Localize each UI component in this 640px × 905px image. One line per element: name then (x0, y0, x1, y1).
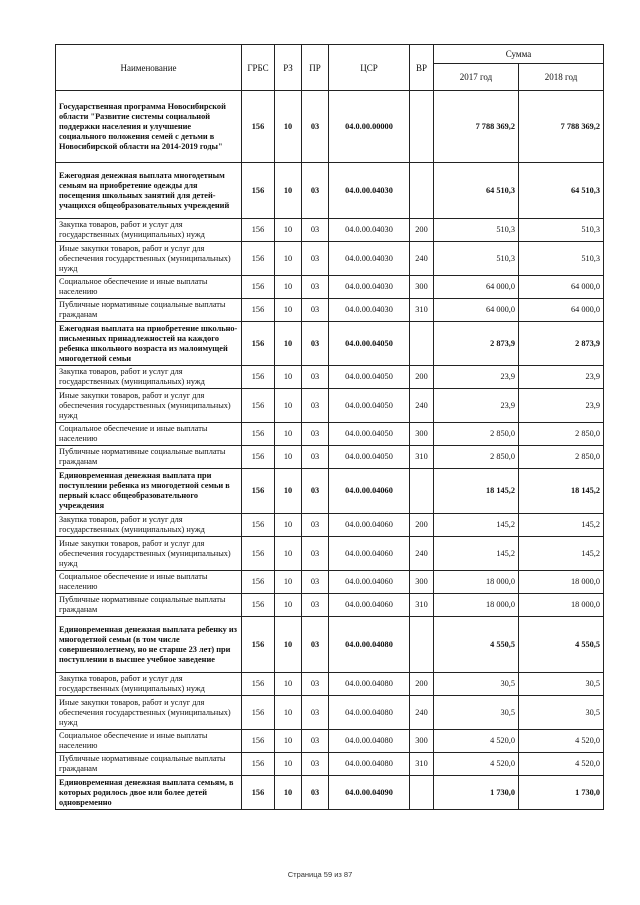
cell-pr: 03 (302, 730, 329, 753)
table-row (56, 366, 604, 389)
cell-grbs: 156 (242, 242, 275, 276)
cell-grbs: 156 (242, 753, 275, 776)
cell-sum-2018: 145,2 (519, 537, 604, 571)
cell-sum-2017: 7 788 369,2 (434, 91, 519, 163)
cell-name: Публичные нормативные социальные выплаты гражданам (56, 753, 242, 776)
cell-rz: 10 (275, 276, 302, 299)
cell-vr: 300 (410, 276, 434, 299)
cell-sum-2018: 1 730,0 (519, 776, 604, 810)
table-row (56, 594, 604, 617)
cell-grbs: 156 (242, 219, 275, 242)
cell-grbs: 156 (242, 322, 275, 366)
cell-csr: 04.0.00.04080 (329, 753, 410, 776)
cell-csr: 04.0.00.04080 (329, 696, 410, 730)
header-csr: ЦСР (329, 45, 410, 91)
cell-name: Социальное обеспечение и иные выплаты населению (56, 276, 242, 299)
cell-name: Социальное обеспечение и иные выплаты населению (56, 730, 242, 753)
cell-vr (410, 322, 434, 366)
cell-csr: 04.0.00.04060 (329, 469, 410, 514)
cell-sum-2017: 23,9 (434, 366, 519, 389)
cell-sum-2017: 1 730,0 (434, 776, 519, 810)
cell-vr: 240 (410, 242, 434, 276)
cell-sum-2017: 18 000,0 (434, 571, 519, 594)
cell-grbs: 156 (242, 617, 275, 673)
cell-sum-2017: 23,9 (434, 389, 519, 423)
cell-vr (410, 617, 434, 673)
cell-csr: 04.0.00.04050 (329, 322, 410, 366)
cell-name: Закупка товаров, работ и услуг для государственных (муниципальных) нужд (56, 219, 242, 242)
cell-pr: 03 (302, 276, 329, 299)
cell-name: Публичные нормативные социальные выплаты гражданам (56, 594, 242, 617)
cell-vr (410, 163, 434, 219)
cell-name: Социальное обеспечение и иные выплаты населению (56, 423, 242, 446)
cell-sum-2018: 30,5 (519, 673, 604, 696)
cell-pr: 03 (302, 673, 329, 696)
cell-sum-2018: 23,9 (519, 366, 604, 389)
cell-pr: 03 (302, 163, 329, 219)
cell-sum-2018: 4 520,0 (519, 730, 604, 753)
table-row (56, 163, 604, 219)
cell-grbs: 156 (242, 423, 275, 446)
cell-pr: 03 (302, 537, 329, 571)
cell-rz: 10 (275, 753, 302, 776)
cell-vr (410, 91, 434, 163)
cell-pr: 03 (302, 753, 329, 776)
cell-csr: 04.0.00.04050 (329, 366, 410, 389)
cell-sum-2018: 64 000,0 (519, 299, 604, 322)
cell-csr: 04.0.00.04080 (329, 617, 410, 673)
cell-vr: 200 (410, 366, 434, 389)
cell-pr: 03 (302, 469, 329, 514)
cell-vr: 200 (410, 219, 434, 242)
cell-rz: 10 (275, 242, 302, 276)
table-row (56, 696, 604, 730)
cell-sum-2017: 4 520,0 (434, 730, 519, 753)
table-row (56, 299, 604, 322)
cell-sum-2017: 64 000,0 (434, 276, 519, 299)
cell-sum-2018: 510,3 (519, 242, 604, 276)
cell-sum-2017: 510,3 (434, 219, 519, 242)
cell-rz: 10 (275, 776, 302, 810)
cell-grbs: 156 (242, 537, 275, 571)
table-row (56, 389, 604, 423)
table-body (56, 91, 604, 810)
cell-pr: 03 (302, 423, 329, 446)
cell-rz: 10 (275, 469, 302, 514)
cell-sum-2017: 145,2 (434, 537, 519, 571)
cell-sum-2018: 18 145,2 (519, 469, 604, 514)
cell-pr: 03 (302, 91, 329, 163)
cell-rz: 10 (275, 537, 302, 571)
cell-vr: 300 (410, 571, 434, 594)
table-row (56, 537, 604, 571)
cell-pr: 03 (302, 242, 329, 276)
cell-sum-2017: 2 850,0 (434, 423, 519, 446)
table-row (56, 446, 604, 469)
cell-csr: 04.0.00.04050 (329, 423, 410, 446)
cell-vr: 300 (410, 730, 434, 753)
cell-grbs: 156 (242, 469, 275, 514)
cell-name: Публичные нормативные социальные выплаты гражданам (56, 446, 242, 469)
cell-rz: 10 (275, 366, 302, 389)
table-row (56, 753, 604, 776)
cell-sum-2017: 2 873,9 (434, 322, 519, 366)
cell-csr: 04.0.00.04060 (329, 537, 410, 571)
table-row (56, 776, 604, 810)
cell-pr: 03 (302, 594, 329, 617)
cell-csr: 04.0.00.04030 (329, 299, 410, 322)
cell-sum-2018: 2 850,0 (519, 423, 604, 446)
cell-vr: 310 (410, 299, 434, 322)
cell-pr: 03 (302, 696, 329, 730)
cell-vr: 240 (410, 696, 434, 730)
cell-grbs: 156 (242, 389, 275, 423)
cell-sum-2018: 30,5 (519, 696, 604, 730)
cell-vr: 240 (410, 389, 434, 423)
table-row (56, 514, 604, 537)
header-sum: Сумма (434, 45, 604, 64)
cell-pr: 03 (302, 776, 329, 810)
cell-name: Иные закупки товаров, работ и услуг для обеспечения государственных (муниципальных) нужд (56, 537, 242, 571)
cell-sum-2017: 30,5 (434, 673, 519, 696)
cell-grbs: 156 (242, 730, 275, 753)
cell-sum-2017: 4 520,0 (434, 753, 519, 776)
cell-sum-2017: 64 000,0 (434, 299, 519, 322)
cell-csr: 04.0.00.04030 (329, 219, 410, 242)
cell-pr: 03 (302, 366, 329, 389)
cell-sum-2017: 4 550,5 (434, 617, 519, 673)
cell-sum-2018: 18 000,0 (519, 594, 604, 617)
table-row (56, 730, 604, 753)
table-row (56, 617, 604, 673)
table-row (56, 469, 604, 514)
cell-name: Закупка товаров, работ и услуг для государственных (муниципальных) нужд (56, 514, 242, 537)
cell-csr: 04.0.00.00000 (329, 91, 410, 163)
cell-grbs: 156 (242, 696, 275, 730)
cell-grbs: 156 (242, 673, 275, 696)
budget-table-sheet (55, 44, 603, 810)
cell-vr: 300 (410, 423, 434, 446)
cell-name: Иные закупки товаров, работ и услуг для обеспечения государственных (муниципальных) нужд (56, 242, 242, 276)
cell-name: Единовременная денежная выплата семьям, в которых родилось двое или более детей одновременно (56, 776, 242, 810)
cell-rz: 10 (275, 617, 302, 673)
cell-csr: 04.0.00.04060 (329, 514, 410, 537)
header-pr: ПР (302, 45, 329, 91)
cell-grbs: 156 (242, 446, 275, 469)
cell-pr: 03 (302, 571, 329, 594)
cell-grbs: 156 (242, 594, 275, 617)
cell-name: Единовременная денежная выплата при поступлении ребенка из многодетной семьи в первый класс общеобразовательного учреждения (56, 469, 242, 514)
cell-sum-2017: 510,3 (434, 242, 519, 276)
cell-grbs: 156 (242, 571, 275, 594)
cell-sum-2018: 7 788 369,2 (519, 91, 604, 163)
cell-name: Ежегодная выплата на приобретение школьно-письменных принадлежностей на каждого ребенка школьного возраста из малоимущей многодетной семьи (56, 322, 242, 366)
cell-sum-2018: 2 873,9 (519, 322, 604, 366)
header-year-2018: 2018 год (519, 64, 604, 91)
cell-sum-2018: 64 000,0 (519, 276, 604, 299)
cell-rz: 10 (275, 423, 302, 446)
cell-csr: 04.0.00.04030 (329, 276, 410, 299)
header-name: Наименование (56, 45, 242, 91)
cell-sum-2018: 4 520,0 (519, 753, 604, 776)
cell-sum-2018: 4 550,5 (519, 617, 604, 673)
cell-vr: 310 (410, 594, 434, 617)
table-row (56, 673, 604, 696)
cell-sum-2018: 2 850,0 (519, 446, 604, 469)
cell-rz: 10 (275, 163, 302, 219)
cell-name: Социальное обеспечение и иные выплаты населению (56, 571, 242, 594)
header-vr: ВР (410, 45, 434, 91)
cell-rz: 10 (275, 446, 302, 469)
table-row (56, 242, 604, 276)
cell-rz: 10 (275, 696, 302, 730)
header-grbs: ГРБС (242, 45, 275, 91)
table-row (56, 219, 604, 242)
cell-name: Закупка товаров, работ и услуг для государственных (муниципальных) нужд (56, 673, 242, 696)
cell-sum-2018: 510,3 (519, 219, 604, 242)
header-year-2017: 2017 год (434, 64, 519, 91)
cell-rz: 10 (275, 299, 302, 322)
cell-vr: 310 (410, 446, 434, 469)
cell-pr: 03 (302, 389, 329, 423)
cell-sum-2018: 64 510,3 (519, 163, 604, 219)
cell-pr: 03 (302, 299, 329, 322)
cell-pr: 03 (302, 617, 329, 673)
cell-name: Закупка товаров, работ и услуг для государственных (муниципальных) нужд (56, 366, 242, 389)
cell-sum-2017: 145,2 (434, 514, 519, 537)
cell-grbs: 156 (242, 776, 275, 810)
table-row (56, 91, 604, 163)
cell-pr: 03 (302, 514, 329, 537)
cell-vr: 310 (410, 753, 434, 776)
table-row (56, 322, 604, 366)
page-number: Страница 59 из 87 (287, 870, 353, 879)
cell-rz: 10 (275, 571, 302, 594)
cell-name: Иные закупки товаров, работ и услуг для обеспечения государственных (муниципальных) нужд (56, 389, 242, 423)
cell-sum-2018: 18 000,0 (519, 571, 604, 594)
cell-csr: 04.0.00.04080 (329, 673, 410, 696)
cell-name: Иные закупки товаров, работ и услуг для обеспечения государственных (муниципальных) нужд (56, 696, 242, 730)
cell-csr: 04.0.00.04080 (329, 730, 410, 753)
header-rz: РЗ (275, 45, 302, 91)
cell-sum-2017: 2 850,0 (434, 446, 519, 469)
cell-vr: 240 (410, 537, 434, 571)
cell-grbs: 156 (242, 276, 275, 299)
cell-sum-2017: 18 145,2 (434, 469, 519, 514)
cell-name: Государственная программа Новосибирской области "Развитие системы социальной поддержки населения и улучшение социального положения семей с детьми в Новосибирской области на 2014-2019 годы" (56, 91, 242, 163)
cell-csr: 04.0.00.04030 (329, 163, 410, 219)
cell-csr: 04.0.00.04060 (329, 594, 410, 617)
cell-grbs: 156 (242, 91, 275, 163)
cell-csr: 04.0.00.04060 (329, 571, 410, 594)
cell-name: Публичные нормативные социальные выплаты гражданам (56, 299, 242, 322)
cell-csr: 04.0.00.04050 (329, 446, 410, 469)
cell-sum-2017: 64 510,3 (434, 163, 519, 219)
cell-name: Ежегодная денежная выплата многодетным семьям на приобретение одежды для посещения школьных занятий для детей-учащихся общеобразовательных учреждений (56, 163, 242, 219)
cell-pr: 03 (302, 322, 329, 366)
cell-csr: 04.0.00.04050 (329, 389, 410, 423)
cell-rz: 10 (275, 514, 302, 537)
cell-grbs: 156 (242, 299, 275, 322)
table-row (56, 276, 604, 299)
cell-sum-2018: 145,2 (519, 514, 604, 537)
cell-sum-2017: 30,5 (434, 696, 519, 730)
cell-vr (410, 776, 434, 810)
cell-rz: 10 (275, 219, 302, 242)
cell-rz: 10 (275, 91, 302, 163)
cell-rz: 10 (275, 594, 302, 617)
cell-rz: 10 (275, 730, 302, 753)
cell-vr: 200 (410, 514, 434, 537)
cell-grbs: 156 (242, 514, 275, 537)
cell-name: Единовременная денежная выплата ребенку из многодетной семьи (в том числе совершеннолетнему, но не старше 23 лет) при поступлении в высшее учебное заведение (56, 617, 242, 673)
table-row (56, 423, 604, 446)
cell-rz: 10 (275, 673, 302, 696)
budget-table (55, 44, 604, 810)
cell-sum-2017: 18 000,0 (434, 594, 519, 617)
cell-grbs: 156 (242, 163, 275, 219)
cell-csr: 04.0.00.04090 (329, 776, 410, 810)
cell-sum-2018: 23,9 (519, 389, 604, 423)
cell-grbs: 156 (242, 366, 275, 389)
cell-rz: 10 (275, 322, 302, 366)
cell-vr: 200 (410, 673, 434, 696)
cell-pr: 03 (302, 219, 329, 242)
cell-vr (410, 469, 434, 514)
cell-pr: 03 (302, 446, 329, 469)
cell-csr: 04.0.00.04030 (329, 242, 410, 276)
table-row (56, 571, 604, 594)
cell-rz: 10 (275, 389, 302, 423)
